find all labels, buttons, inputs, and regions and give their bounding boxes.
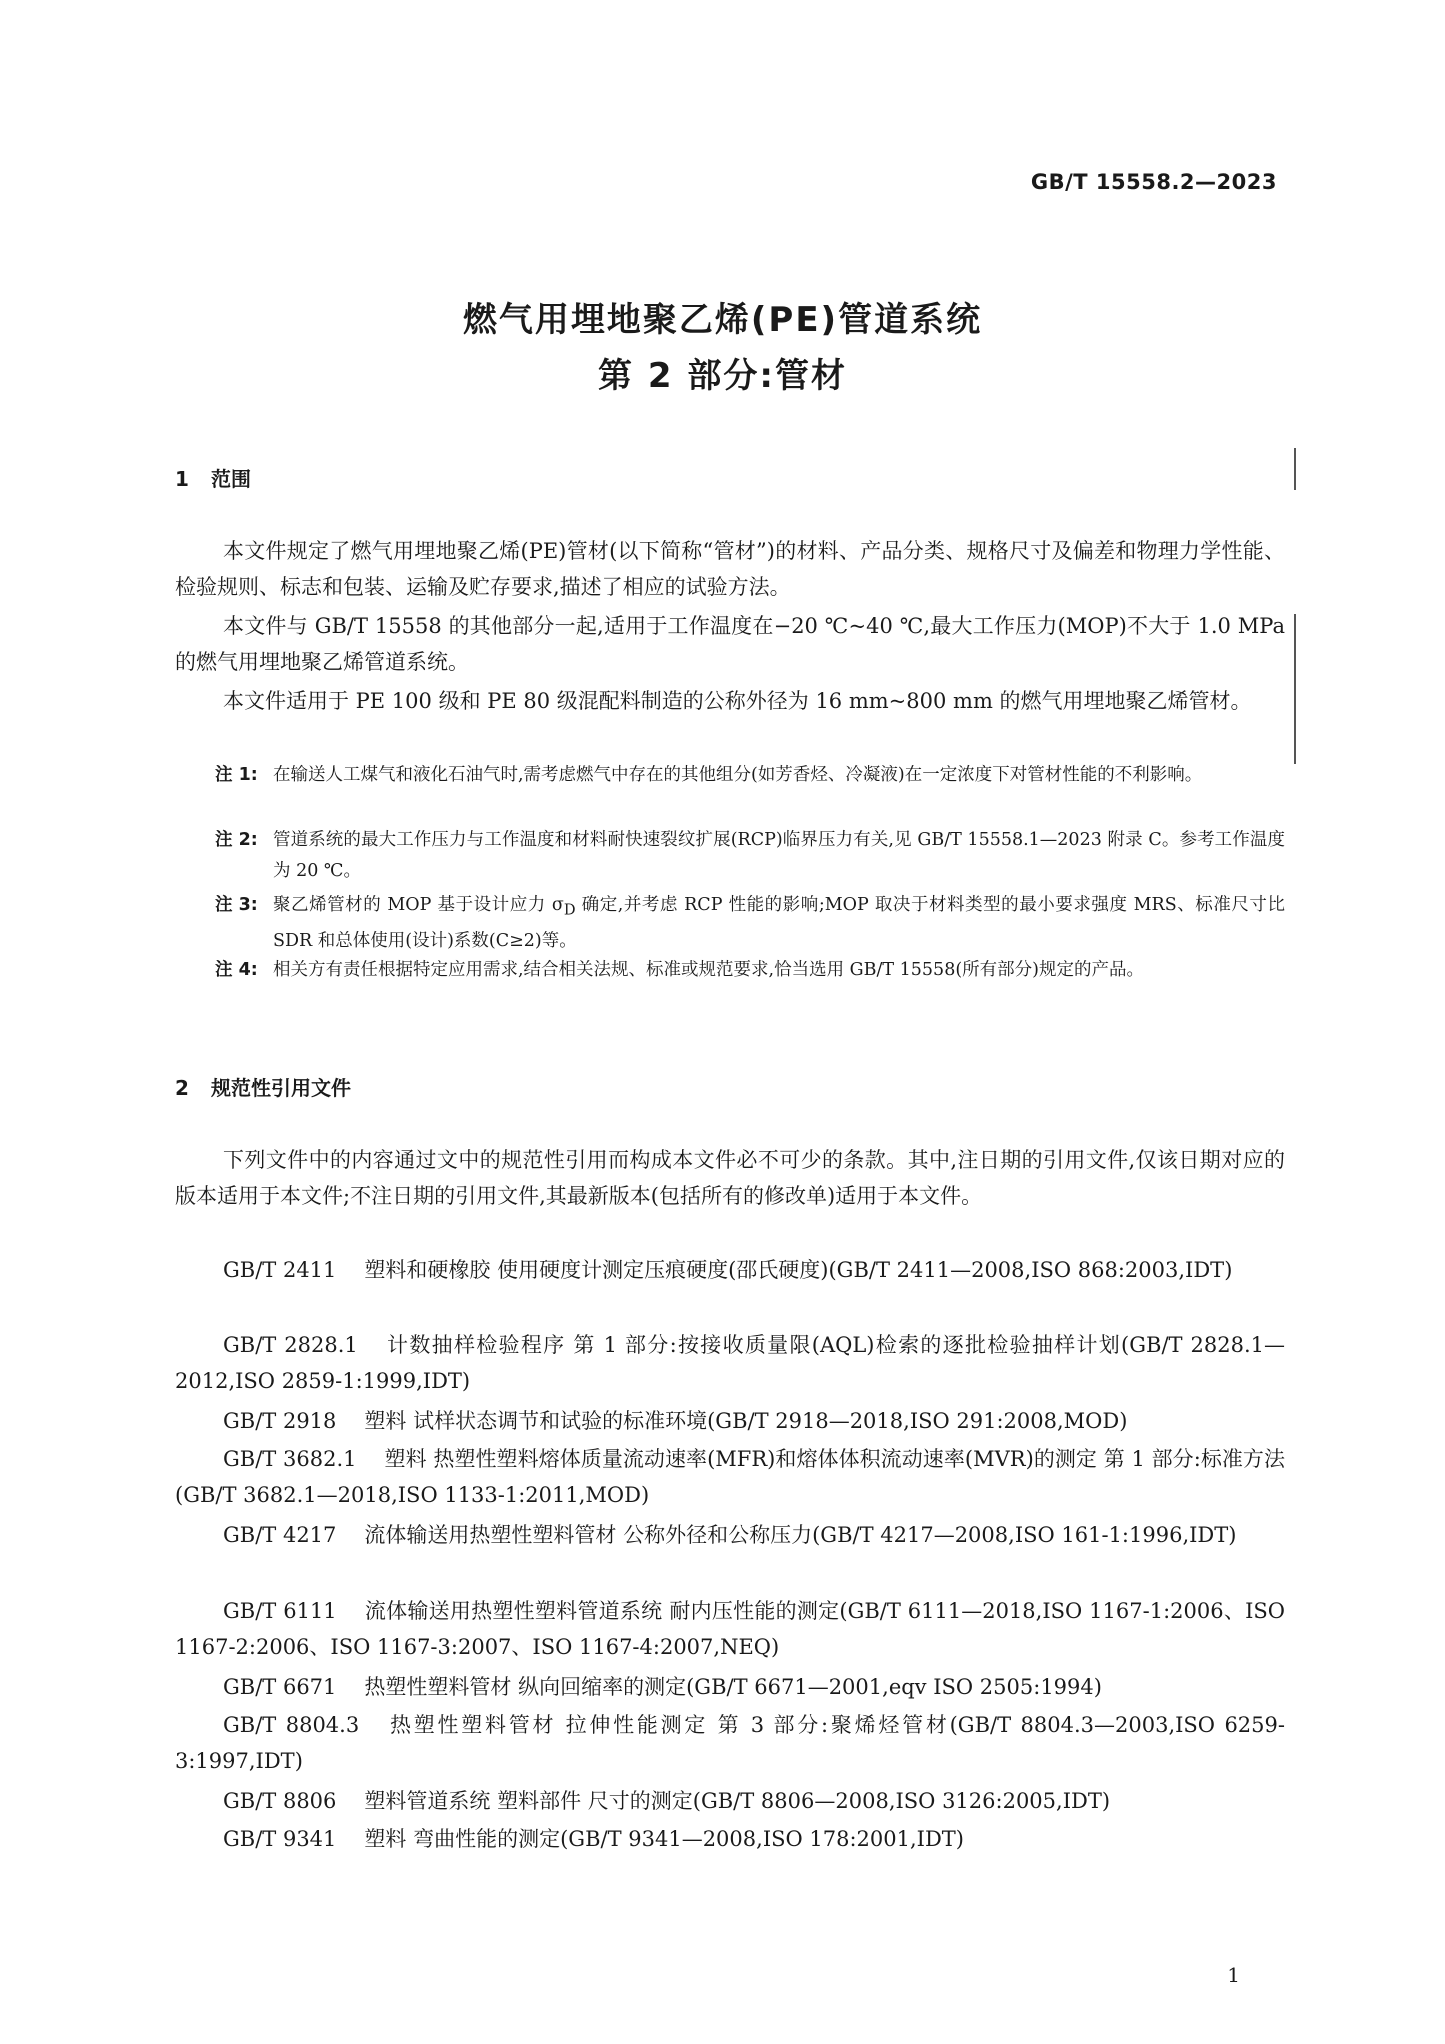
section-number: 1 bbox=[175, 467, 189, 491]
reference-item bbox=[175, 1783, 1285, 1819]
reference-item bbox=[175, 1707, 1285, 1779]
reference-code: GB/T 2828.1 bbox=[223, 1333, 358, 1357]
scope-paragraph: 本文件规定了燃气用埋地聚乙烯(PE)管材(以下简称“管材”)的材料、产品分类、规格尺寸及偏差和物理力学性能、检验规则、标志和包装、运输及贮存要求,描述了相应的试验方法。 bbox=[175, 539, 1285, 599]
reference-item bbox=[175, 1252, 1285, 1288]
document-subtitle: 第 2 部分:管材 bbox=[598, 356, 847, 396]
standard-number: GB/T 15558.2—2023 bbox=[1030, 170, 1277, 194]
document-title: 燃气用埋地聚乙烯(PE)管道系统 bbox=[462, 300, 983, 340]
reference-item bbox=[175, 1669, 1285, 1705]
scope-paragraph: 本文件适用于 PE 100 级和 PE 80 级混配料制造的公称外径为 16 mm~800 mm 的燃气用埋地聚乙烯管材。 bbox=[223, 689, 1252, 713]
note bbox=[215, 955, 1285, 986]
reference-title: 流体输送用热塑性塑料管道系统 耐内压性能的测定(GB/T 6111—2018,ISO 1167-1:2006、ISO 1167-2:2006、ISO 1167-3:2007、ISO 1167-4:2007,NEQ) bbox=[175, 1599, 1285, 1659]
section-heading-normative-references bbox=[175, 1072, 351, 1101]
note-text bbox=[273, 890, 1285, 957]
change-bar bbox=[1294, 448, 1296, 490]
reference-item bbox=[175, 1327, 1285, 1399]
note-text-part: 聚乙烯管材的 MOP 基于设计应力 σ bbox=[273, 895, 564, 915]
reference-item bbox=[175, 1821, 1285, 1857]
note-text-part: 确定,并考虑 RCP 性能的影响;MOP 取决于材料类型的最小要求强度 MRS、标准尺寸比 SDR 和总体使用(设计)系数(C≥2)等。 bbox=[273, 895, 1285, 951]
section-title: 规范性引用文件 bbox=[211, 1076, 351, 1100]
note bbox=[215, 890, 1285, 957]
reference-item bbox=[175, 1593, 1285, 1665]
sigma-subscript: D bbox=[563, 901, 576, 919]
reference-code: GB/T 4217 bbox=[223, 1523, 337, 1547]
reference-code: GB/T 6671 bbox=[223, 1675, 337, 1699]
note-text: 管道系统的最大工作压力与工作温度和材料耐快速裂纹扩展(RCP)临界压力有关,见 GB/T 15558.1—2023 附录 C。参考工作温度为 20 ℃。 bbox=[273, 830, 1285, 881]
note-label: 注 2: bbox=[215, 830, 258, 850]
note-text: 在输送人工煤气和液化石油气时,需考虑燃气中存在的其他组分(如芳香烃、冷凝液)在一定浓度下对管材性能的不利影响。 bbox=[273, 765, 1203, 785]
reference-code: GB/T 8804.3 bbox=[223, 1713, 360, 1737]
reference-code: GB/T 2411 bbox=[223, 1258, 337, 1282]
section-heading-scope bbox=[175, 463, 251, 492]
reference-title: 塑料 试样状态调节和试验的标准环境(GB/T 2918—2018,ISO 291:2008,MOD) bbox=[364, 1409, 1128, 1433]
change-bar bbox=[1294, 614, 1296, 764]
reference-title: 塑料 热塑性塑料熔体质量流动速率(MFR)和熔体体积流动速率(MVR)的测定 第 1 部分:标准方法(GB/T 3682.1—2018,ISO 1133-1:2011,MOD) bbox=[175, 1447, 1285, 1507]
note bbox=[215, 760, 1285, 791]
references-intro: 下列文件中的内容通过文中的规范性引用而构成本文件必不可少的条款。其中,注日期的引用文件,仅该日期对应的版本适用于本文件;不注日期的引用文件,其最新版本(包括所有的修改单)适用于本文件。 bbox=[175, 1148, 1285, 1208]
reference-title: 计数抽样检验程序 第 1 部分:按接收质量限(AQL)检索的逐批检验抽样计划(GB/T 2828.1—2012,ISO 2859-1:1999,IDT) bbox=[175, 1333, 1285, 1393]
note-text: 相关方有责任根据特定应用需求,结合相关法规、标准或规范要求,恰当选用 GB/T 15558(所有部分)规定的产品。 bbox=[273, 960, 1144, 980]
reference-code: GB/T 2918 bbox=[223, 1409, 337, 1433]
reference-title: 热塑性塑料管材 拉伸性能测定 第 3 部分:聚烯烃管材(GB/T 8804.3—2003,ISO 6259-3:1997,IDT) bbox=[175, 1713, 1285, 1773]
reference-item bbox=[175, 1403, 1285, 1439]
scope-paragraph: 本文件与 GB/T 15558 的其他部分一起,适用于工作温度在−20 ℃~40 ℃,最大工作压力(MOP)不大于 1.0 MPa 的燃气用埋地聚乙烯管道系统。 bbox=[175, 614, 1285, 674]
reference-item bbox=[175, 1517, 1285, 1553]
reference-title: 塑料和硬橡胶 使用硬度计测定压痕硬度(邵氏硬度)(GB/T 2411—2008,ISO 868:2003,IDT) bbox=[364, 1258, 1233, 1282]
section-title: 范围 bbox=[211, 467, 251, 491]
reference-title: 热塑性塑料管材 纵向回缩率的测定(GB/T 6671—2001,eqv ISO 2505:1994) bbox=[364, 1675, 1102, 1699]
reference-title: 流体输送用热塑性塑料管材 公称外径和公称压力(GB/T 4217—2008,ISO 161-1:1996,IDT) bbox=[364, 1523, 1237, 1547]
note-label: 注 4: bbox=[215, 960, 258, 980]
page-number: 1 bbox=[1227, 1963, 1240, 1987]
section-number: 2 bbox=[175, 1076, 189, 1100]
reference-title: 塑料 弯曲性能的测定(GB/T 9341—2008,ISO 178:2001,IDT) bbox=[364, 1827, 964, 1851]
reference-code: GB/T 8806 bbox=[223, 1789, 337, 1813]
reference-title: 塑料管道系统 塑料部件 尺寸的测定(GB/T 8806—2008,ISO 3126:2005,IDT) bbox=[364, 1789, 1111, 1813]
reference-code: GB/T 3682.1 bbox=[223, 1447, 357, 1471]
reference-code: GB/T 9341 bbox=[223, 1827, 337, 1851]
reference-code: GB/T 6111 bbox=[223, 1599, 337, 1623]
note-label: 注 1: bbox=[215, 765, 258, 785]
reference-item bbox=[175, 1441, 1285, 1513]
note-label: 注 3: bbox=[215, 895, 258, 915]
note bbox=[215, 825, 1285, 887]
